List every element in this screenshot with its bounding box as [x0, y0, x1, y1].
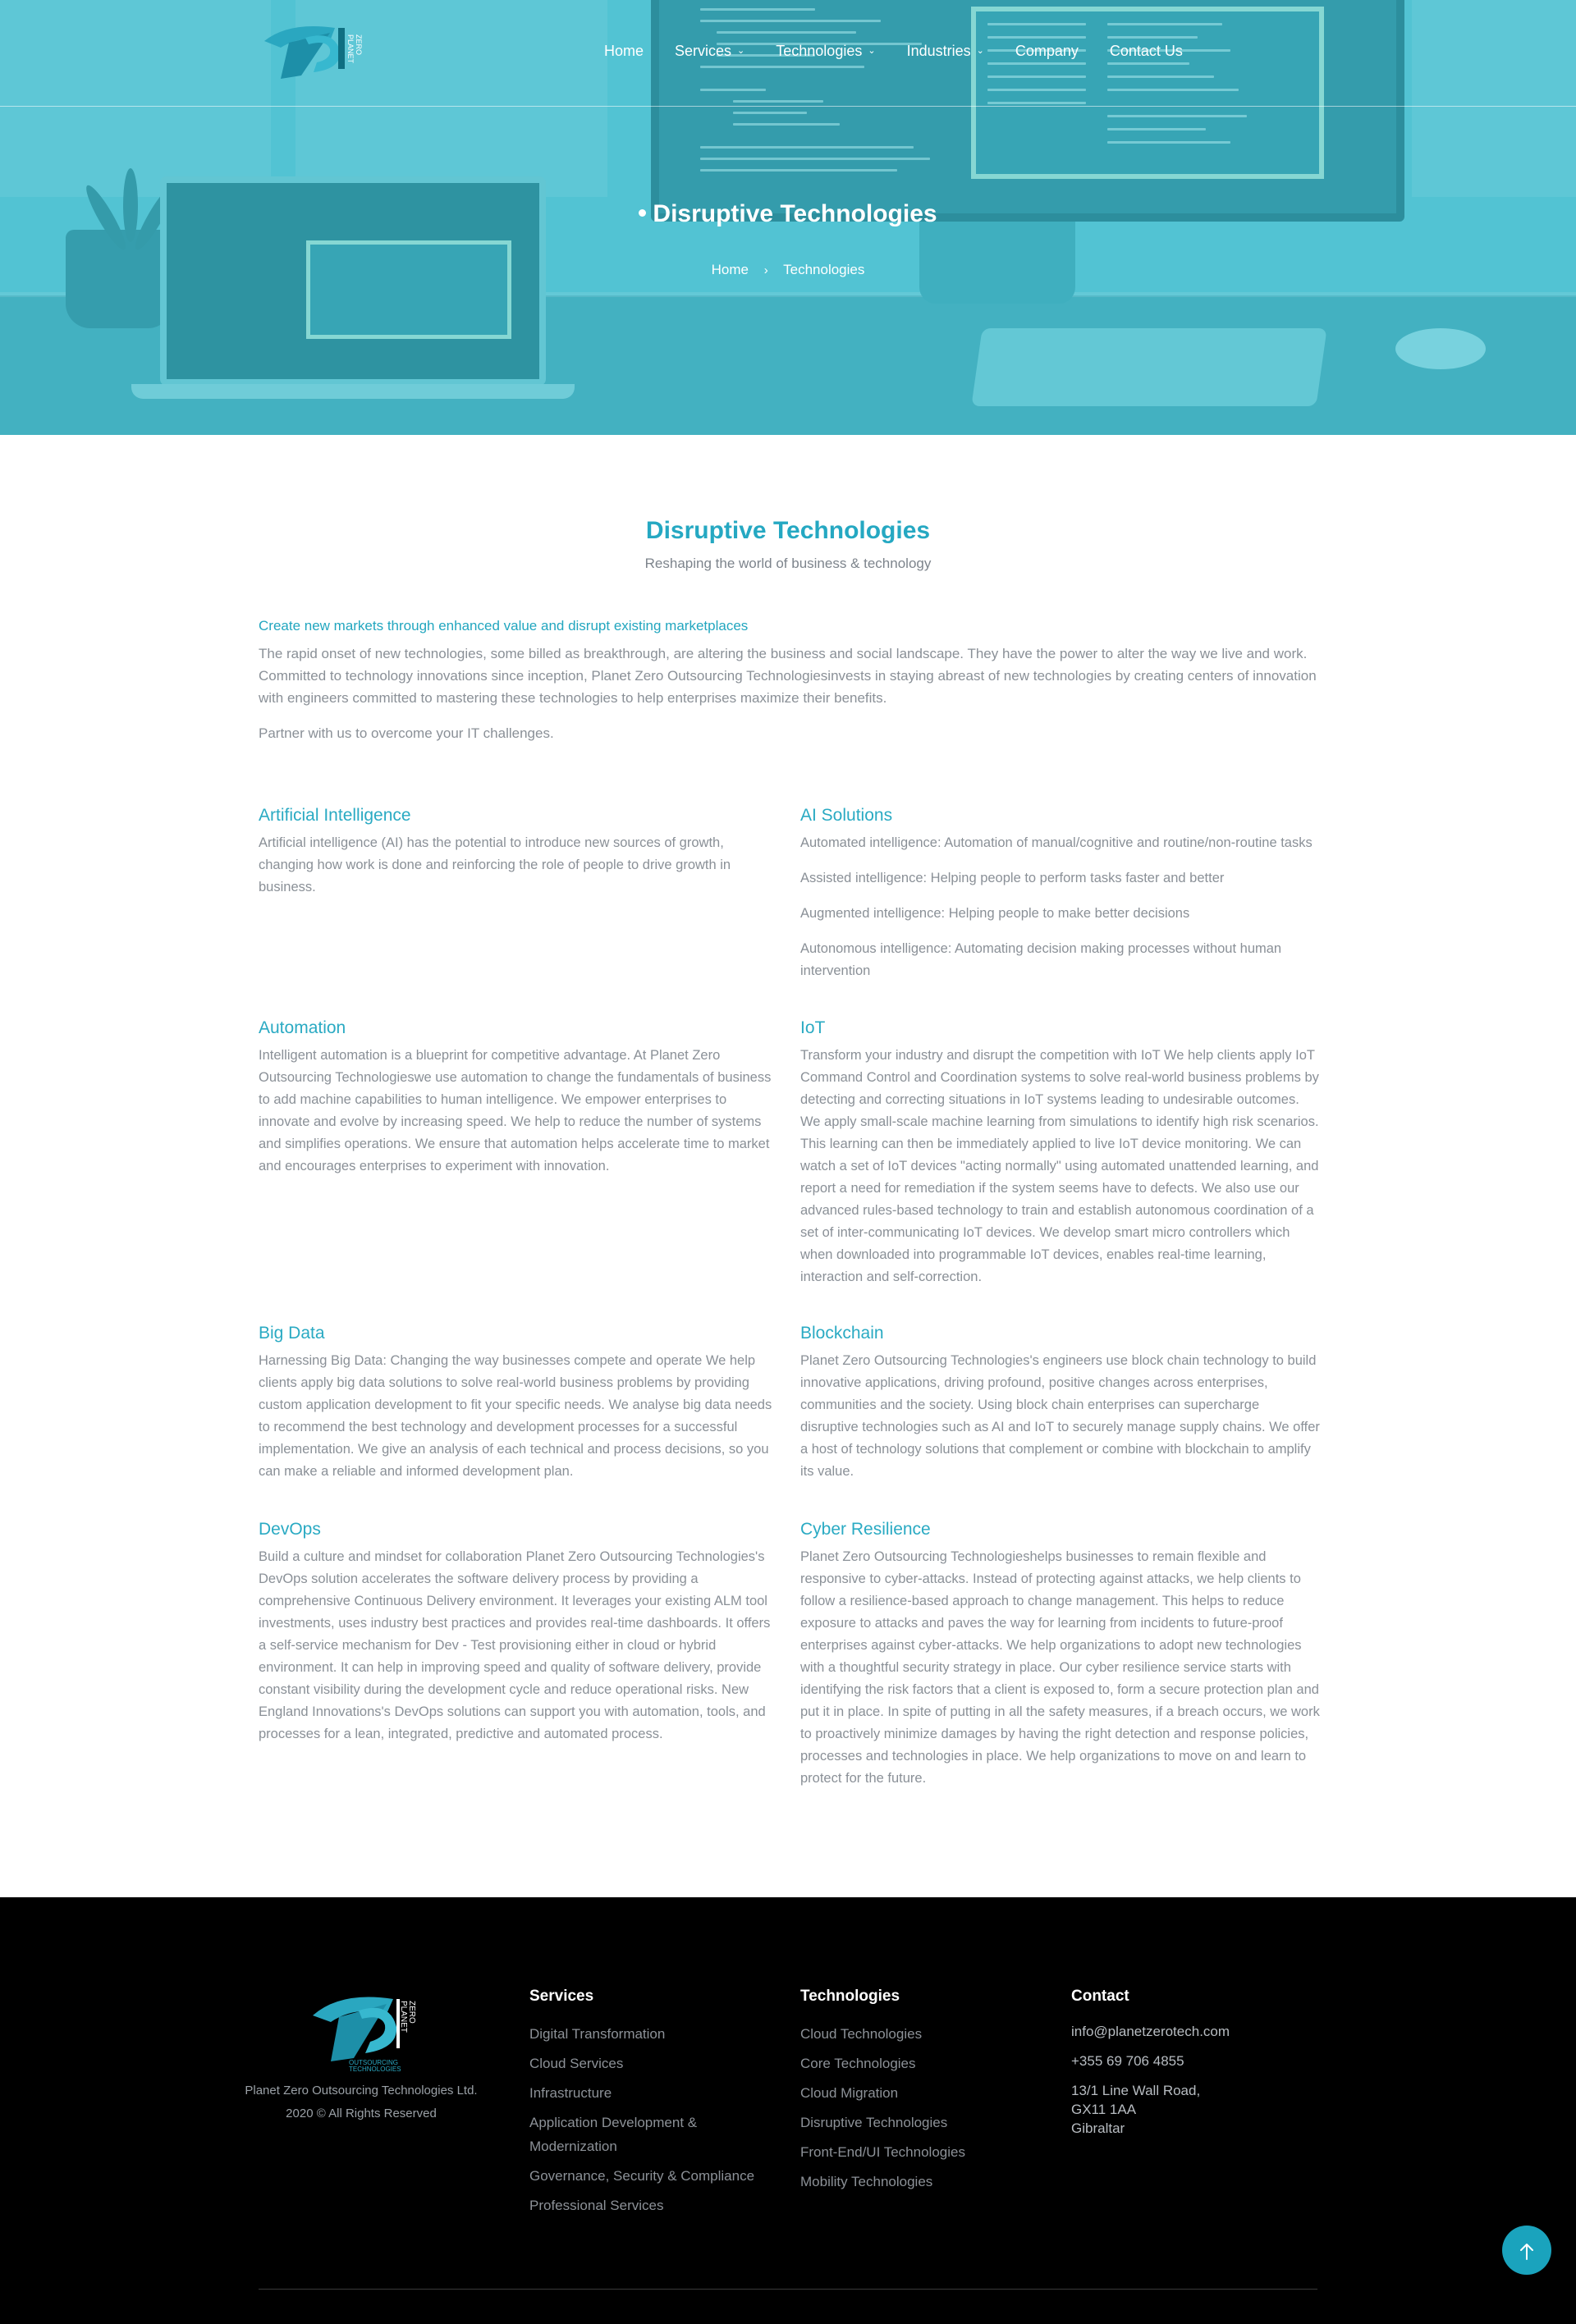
footer-logo[interactable] [308, 1986, 415, 2072]
ai-solution-point: Automated intelligence: Automation of manual/cognitive and routine/non-routine tasks [800, 835, 1313, 850]
section-title: Cyber Resilience [800, 1520, 931, 1539]
hero-title-text: Disruptive Technologies [653, 200, 937, 227]
site-footer [0, 1897, 1576, 2324]
svg-text:TECHNOLOGIES: TECHNOLOGIES [349, 2066, 401, 2073]
breadcrumb [0, 262, 1576, 278]
site-logo[interactable] [256, 18, 367, 88]
footer-contact-column [1071, 1988, 1317, 2148]
intro-cta-text: Partner with us to overcome your IT challenges. [259, 725, 554, 741]
section-title: Big Data [259, 1324, 325, 1343]
section-title: DevOps [259, 1520, 321, 1539]
nav-services[interactable] [675, 43, 744, 60]
footer-divider [259, 2289, 1317, 2290]
footer-column-title: Contact [1071, 1988, 1129, 2005]
nav-home[interactable] [604, 43, 644, 60]
breadcrumb-home[interactable]: Home [711, 262, 749, 277]
footer-company-info [205, 2079, 517, 2125]
section-title: Blockchain [800, 1324, 884, 1343]
section-iot [800, 1018, 1320, 1302]
footer-link[interactable]: Governance, Security & Compliance [529, 2168, 755, 2184]
section-title: AI Solutions [800, 806, 893, 825]
planet-zero-logo-icon [256, 18, 367, 88]
section-big-data [259, 1324, 778, 1496]
section-text: Harnessing Big Data: Changing the way businesses compete and operate We help clients apply big data solutions to solve real-world business problems by providing custom application development to fit your specific needs. We analyse big data needs to recommend the best technology and development processes for a successful implementation. We give an analysis of each technical and process decisions, so you can make a reliable and informed development plan. [259, 1353, 772, 1479]
section-ai-solutions [800, 806, 1320, 995]
hero-title [0, 200, 1576, 228]
chevron-down-icon: ⌄ [976, 46, 984, 56]
footer-link[interactable]: Infrastructure [529, 2085, 612, 2101]
back-to-top-button[interactable] [1502, 2226, 1551, 2275]
section-blockchain [800, 1324, 1320, 1496]
chevron-down-icon: ⌄ [737, 46, 745, 56]
svg-text:PLANET: PLANET [399, 2001, 408, 2033]
hero-banner [0, 0, 1576, 435]
footer-link[interactable]: Cloud Services [529, 2056, 624, 2071]
footer-link[interactable]: Professional Services [529, 2198, 664, 2213]
footer-link[interactable]: Cloud Migration [800, 2085, 899, 2101]
footer-link[interactable]: Application Development & Modernization [529, 2115, 698, 2154]
section-text: Planet Zero Outsourcing Technologieshelps businesses to remain flexible and responsive to cyber-attacks. Instead of protecting against attacks, we help clients to follow a resilience-based approach to change management. This helps to reduce exposure to attacks and paves the way for learning from incidents to future-proof enterprises against cyber-attacks. We help organizations to adopt new technologies with a thoughtful security strategy in place. Our cyber resilience service starts with identifying the risk factors that a client is exposed to, form a secure protection plan and put it in place. In spite of putting in all the safety measures, if a breach occurs, we work to proactively minimize damages by having the right detection and response policies, processes and technologies in place. We help organizations to move on and learn to protect for the future. [800, 1549, 1320, 1786]
footer-company-name: Planet Zero Outsourcing Technologies Ltd. [245, 2084, 478, 2098]
nav-home-label: Home [604, 43, 644, 59]
ai-solution-point: Assisted intelligence: Helping people to perform tasks faster and better [800, 871, 1225, 885]
ai-solution-point: Autonomous intelligence: Automating decision making processes without human intervention [800, 941, 1282, 978]
nav-industries-label: Industries [906, 43, 971, 59]
footer-phone[interactable]: +355 69 706 4855 [1071, 2053, 1184, 2069]
svg-text:PLANET: PLANET [346, 34, 355, 64]
intro-paragraph: The rapid onset of new technologies, some billed as breakthrough, are altering the business and social landscape. They have the power to alter the way we live and work. Committed to technology innovations since inception, Planet Zero Outsourcing Technologiesinvests in staying abreast of new technologies by creating centers of innovation with engineers committed to mastering these technologies to help enterprises maximize their benefits. [259, 646, 1317, 706]
bullet-dot-icon [639, 209, 646, 217]
footer-address-line: GX11 1AA [1071, 2102, 1137, 2117]
ai-solution-point: Augmented intelligence: Helping people to make better decisions [800, 906, 1190, 921]
nav-contact-us[interactable] [1110, 43, 1183, 60]
section-automation [259, 1018, 778, 1191]
section-text: Transform your industry and disrupt the competition with IoT We help clients apply IoT Command Control and Coordination systems to solve real-world business problems by detecting and correcting situations in IoT systems leading to undesirable outcomes. We apply small-scale machine learning from simulations to identify high risk scenarios. This learning can then be immediately applied to live IoT device monitoring. We can watch a set of IoT devices "acting normally" using automated unattended learning, and report a need for remediation if the system seems have to defects. We also use our advanced rules-based technology to train and establish autonomous coordination of a set of inter-communicating IoT devices. We develop smart micro controllers which when downloaded into programmable IoT devices, enables real-time learning, interaction and self-correction. [800, 1048, 1319, 1284]
nav-industries[interactable] [907, 43, 984, 60]
footer-link[interactable]: Cloud Technologies [800, 2026, 923, 2042]
svg-text:ZERO: ZERO [407, 2001, 416, 2024]
section-artificial-intelligence [259, 806, 778, 912]
footer-email[interactable]: info@planetzerotech.com [1071, 2024, 1230, 2039]
intro-section [259, 618, 1317, 757]
section-text: Intelligent automation is a blueprint for competitive advantage. At Planet Zero Outsourcing Technologieswe use automation to change the fundamentals of business to add machine capabilities to human intelligence. We empower enterprises to innovate and evolve by increasing speed. We help to reduce the number of systems and simplifies operations. We ensure that automation helps accelerate time to market and encourages enterprises to experiment with innovation. [259, 1048, 772, 1173]
section-title: Artificial Intelligence [259, 806, 411, 825]
planet-zero-logo-icon [308, 1986, 415, 2072]
section-title: IoT [800, 1018, 826, 1037]
section-title: Automation [259, 1018, 346, 1037]
svg-text:OUTSOURCING: OUTSOURCING [349, 2059, 398, 2066]
chevron-right-icon: › [763, 263, 768, 277]
section-text: Build a culture and mindset for collaboration Planet Zero Outsourcing Technologies's DevOps solution accelerates the software delivery process by providing a comprehensive Continuous Delivery environment. It leverages your existing ALM tool investments, uses industry best practices and provides real-time dashboards. It offers a self-service mechanism for Dev - Test provisioning either in cloud or hybrid environment. It can help in improving speed and quality of software delivery, provide constant visibility during the development cycle and reduce operational risks. New England Innovations's DevOps solutions can support you with automation, tools, and processes for a lean, integrated, predictive and automated process. [259, 1549, 771, 1741]
footer-link[interactable]: Digital Transformation [529, 2026, 666, 2042]
page-title: Disruptive Technologies [645, 517, 931, 544]
nav-company[interactable] [1015, 43, 1079, 60]
nav-technologies-label: Technologies [776, 43, 863, 59]
nav-company-label: Company [1015, 43, 1079, 59]
main-nav [604, 43, 1214, 60]
chevron-down-icon: ⌄ [868, 46, 876, 56]
footer-link[interactable]: Front-End/UI Technologies [800, 2144, 965, 2160]
page-subtitle: Reshaping the world of business & technology [644, 556, 932, 571]
footer-column-title: Technologies [800, 1988, 900, 2005]
footer-link[interactable]: Core Technologies [800, 2056, 916, 2071]
footer-link[interactable]: Disruptive Technologies [800, 2115, 948, 2130]
breadcrumb-current: Technologies [783, 262, 865, 277]
nav-contact-label: Contact Us [1109, 43, 1183, 59]
top-navigation [0, 0, 1576, 107]
arrow-up-icon [1517, 2242, 1537, 2262]
section-text: Planet Zero Outsourcing Technologies's engineers use block chain technology to build innovative applications, driving profound, positive changes across enterprises, communities and the society. Using block chain enterprises can supercharge disruptive technologies such as AI and IoT to securely manage supply chains. We offer a host of technology solutions that complement or combine with blockchain to amplify its value. [800, 1353, 1320, 1479]
footer-link[interactable]: Mobility Technologies [800, 2174, 933, 2189]
section-text: Artificial intelligence (AI) has the potential to introduce new sources of growth, changing how work is done and reinforcing the role of people to drive growth in business. [259, 835, 731, 894]
footer-address-line: 13/1 Line Wall Road, [1071, 2083, 1201, 2098]
footer-address-line: Gibraltar [1071, 2120, 1125, 2136]
nav-technologies[interactable] [776, 43, 875, 60]
intro-heading: Create new markets through enhanced value and disrupt existing marketplaces [259, 618, 749, 634]
nav-services-label: Services [675, 43, 732, 59]
footer-address [1071, 2081, 1317, 2138]
footer-technologies-column [800, 1988, 1047, 2199]
footer-copyright: 2020 © All Rights Reserved [286, 2107, 437, 2120]
section-devops [259, 1520, 778, 1759]
svg-text:ZERO: ZERO [355, 34, 363, 56]
footer-services-column [529, 1988, 776, 2223]
footer-column-title: Services [529, 1988, 594, 2005]
section-cyber-resilience [800, 1520, 1320, 1803]
